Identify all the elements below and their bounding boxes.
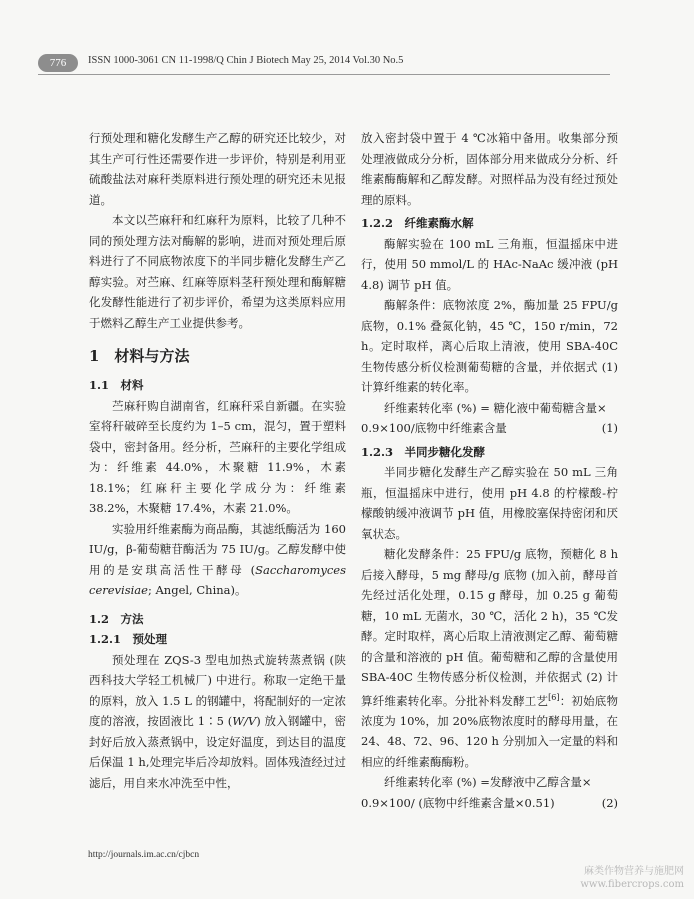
site-watermark	[580, 865, 684, 891]
paragraph-ssf-conditions	[361, 544, 618, 772]
yeast-species-name: Saccharomyces cerevisiae	[89, 562, 346, 597]
section-heading-materials-methods: 1 材料与方法	[89, 347, 190, 365]
equation-1-line-2	[361, 418, 618, 439]
enzymes-text-b: ; Angel, China)。	[147, 583, 247, 597]
left-column	[89, 128, 346, 793]
citation-reference: [6]	[548, 692, 560, 702]
page-number-badge: 776	[38, 54, 78, 72]
right-column	[361, 128, 618, 813]
subsubsection-heading-pretreatment: 1.2.1 预处理	[89, 632, 168, 646]
subsubsection-heading-hydrolysis: 1.2.2 纤维素酶水解	[361, 216, 474, 230]
pretreatment-text-a: 预处理在 ZQS-3 型电加热式旋转蒸煮锅 (陕西科技大学轻工机械厂) 中进行。称取一定绝干量的原料，放入 1.5 L 的钢罐中，将配制好的一定浓度的溶液，按固液比 1∶5 (	[89, 652, 346, 728]
equation-2-line-1: 纤维素转化率 (%) =发酵液中乙醇含量×	[384, 775, 592, 790]
header-divider	[38, 74, 610, 75]
equation-1-number: (1)	[601, 421, 618, 435]
enzymes-text-a: 实验用纤维素酶为商品酶，其滤纸酶活为 160 IU/g，β-葡萄糖苷酶活为 75 IU/g。乙醇发酵中使用的是安琪高活性干酵母 (	[89, 521, 346, 577]
equation-1	[361, 398, 618, 439]
pretreatment-text-b: ) 放入钢罐中，密封好后放入蒸煮锅中，设定好温度，到达目的温度后保温 1 h,处理完毕后冷却放料。固体残渣经过过滤后，用自来水冲洗至中性，	[89, 714, 346, 790]
equation-1-line-1: 纤维素转化率 (%) = 糖化液中葡萄糖含量×	[384, 400, 607, 415]
paragraph-intro-objective: 本文以苎麻秆和红麻秆为原料，比较了几种不同的预处理方法对酶解的影响，进而对预处理后原料进行了不同底物浓度下的半同步糖化发酵生产乙醇实验。对苎麻、红麻等原料茎秆预处理和酶解糖化发酵性能进行了初步评价，希望为这类原料应用于燃料乙醇生产工业提供参考。	[89, 213, 346, 330]
subsection-heading-materials: 1.1 材料	[89, 378, 144, 392]
paragraph-ssf-setup: 半同步糖化发酵生产乙醇实验在 50 mL 三角瓶，恒温摇床中进行，使用 pH 4.8 的柠檬酸-柠檬酸钠缓冲液调节 pH 值，用橡胶塞保持密闭和厌氧状态。	[361, 465, 618, 541]
equation-2-expression: 0.9×100/ (底物中纤维素含量×0.51)	[361, 795, 555, 810]
watermark-site-url: www.fibercrops.com	[580, 879, 684, 890]
journal-header: ISSN 1000-3061 CN 11-1998/Q Chin J Biotech May 25, 2014 Vol.30 No.5	[88, 55, 404, 66]
ratio-unit-italic: W/V	[232, 714, 257, 728]
equation-2-number: (2)	[601, 795, 618, 810]
paragraph-materials-enzymes	[89, 519, 346, 601]
watermark-site-name: 麻类作物营养与施肥网	[584, 866, 684, 877]
paragraph-pretreatment-continued: 放入密封袋中置于 4 ℃冰箱中备用。收集部分预处理液做成分分析，固体部分用来做成分分析、纤维素酶酶解和乙醇发酵。对照样品为没有经过预处理的原料。	[361, 131, 618, 207]
equation-2-line-2	[361, 793, 618, 814]
paragraph-hydrolysis-setup: 酶解实验在 100 mL 三角瓶，恒温摇床中进行，使用 50 mmol/L 的 HAc-NaAc 缓冲液 (pH 4.8) 调节 pH 值。	[361, 236, 618, 292]
equation-1-expression: 0.9×100/底物中纤维素含量	[361, 421, 507, 435]
paragraph-intro-continued: 行预处理和糖化发酵生产乙醇的研究还比较少，对其生产可行性还需要作进一步评价，特别是利用亚硫酸盐法对麻秆类原料进行预处理的研究还未见报道。	[89, 131, 346, 207]
subsubsection-heading-ssf: 1.2.3 半同步糖化发酵	[361, 444, 486, 459]
paragraph-materials-sources: 苎麻秆购自湖南省，红麻秆采自新疆。在实验室将秆破碎至长度约为 1–5 cm，混匀，置于塑料袋中，密封备用。经分析，苎麻秆的主要化学组成为：纤维素 44.0%，木聚糖 11.9%，木素 18.1%；红麻秆主要化学成分为：纤维素 38.2%，木聚糖 17.4%，木素 21.0%。	[89, 398, 346, 515]
ssf-text-a: 糖化发酵条件：25 FPU/g 底物，预糖化 8 h 后接入酵母，5 mg 酵母/g 底物 (加入前，酵母首先经过活化处理，0.15 g 酵母，加 0.25 g 葡萄糖，10 mL 无菌水，30 ℃，活化 2 h)，35 ℃发酵。定时取样，离心后取上清液测定乙醇、葡萄糖的含量和溶液的 pH 值。葡萄糖和乙醇的含量使用 SBA-40C 生物传感分析仪检测，并依据式 (2) 计算纤维素转化率。分批补料发酵工艺	[361, 547, 618, 708]
subsection-heading-methods: 1.2 方法	[89, 611, 144, 626]
footer-journal-url: http://journals.im.ac.cn/cjbcn	[88, 850, 200, 860]
paragraph-hydrolysis-conditions: 酶解条件：底物浓度 2%，酶加量 25 FPU/g 底物，0.1% 叠氮化钠，45 ℃，150 r/min，72 h。定时取样，离心后取上清液，使用 SBA-40C 生物传感分析仪检测葡萄糖的含量，并依据式 (1) 计算纤维素的转化率。	[361, 298, 618, 394]
ssf-text-b: ：初始底物浓度为 10%，加 20%底物浓度时的酵母用量，在 24、48、72、96、120 h 分别加入一定量的料和相应的纤维素酶酶粉。	[361, 693, 619, 769]
paragraph-pretreatment	[89, 650, 346, 794]
equation-2	[361, 772, 618, 813]
